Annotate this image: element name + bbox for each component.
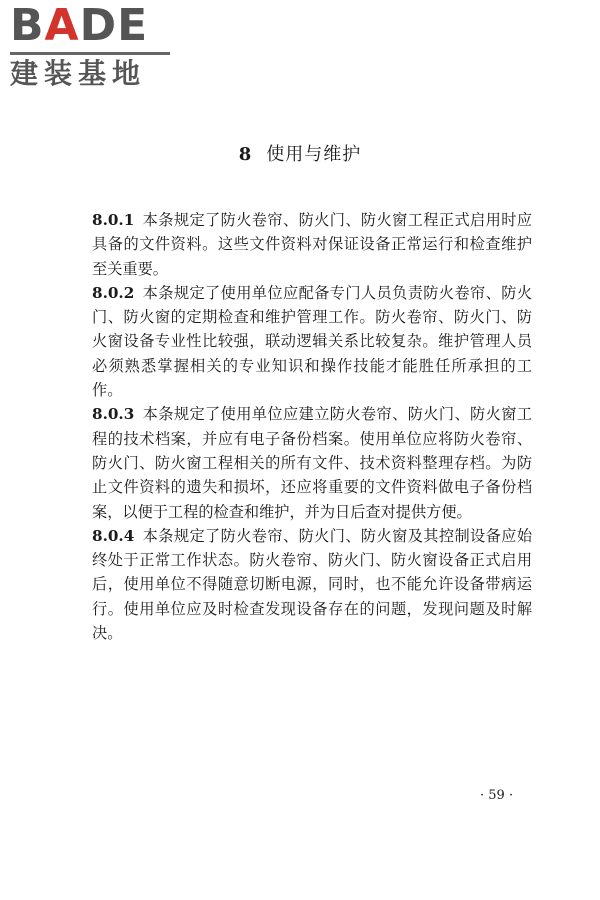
clause-text: 本条规定了使用单位应配备专门人员负责防火卷帘、防火门、防火窗的定期检查和维护管理工作。防火卷帘、防火门、防火窗设备专业性比较强，联动逻辑关系比较复杂。维护管理人员必须熟悉掌握相关的专业知识和操作技能才能胜任所承担的工作。 xyxy=(92,283,532,400)
logo-chinese-name: 建装基地 xyxy=(10,57,147,90)
clause-number: 8.0.4 xyxy=(92,526,135,545)
logo-letter-b: B xyxy=(10,0,45,51)
chapter-title xyxy=(0,140,600,166)
clause-text: 本条规定了防火卷帘、防火门、防火窗工程正式启用时应具备的文件资料。这些文件资料对保证设备正常运行和检查维护至关重要。 xyxy=(92,211,532,278)
logo-letters-de: DE xyxy=(79,0,149,51)
logo-letter-a-accent: A xyxy=(44,0,80,51)
chapter-title-text: 使用与维护 xyxy=(266,144,362,165)
clause-number: 8.0.1 xyxy=(92,211,135,229)
bade-logo xyxy=(10,0,172,90)
clause-8-0-3 xyxy=(92,402,532,523)
clause-text: 本条规定了防火卷帘、防火门、防火窗及其控制设备应始终处于正常工作状态。防火卷帘、防火门、防火窗设备正式启用后，使用单位不得随意切断电源，同时，也不能允许设备带病运行。使用单位应及时检查发现设备存在的问题，发现问题及时解决。 xyxy=(92,526,532,643)
page-number: · 59 · xyxy=(480,788,514,803)
clause-8-0-2 xyxy=(92,281,532,402)
clause-number: 8.0.3 xyxy=(92,405,135,424)
clause-8-0-4 xyxy=(92,524,532,645)
logo-wordmark xyxy=(10,0,172,51)
clause-list xyxy=(92,208,532,645)
logo-divider xyxy=(10,52,170,55)
chapter-number: 8 xyxy=(238,144,253,165)
clause-number: 8.0.2 xyxy=(92,283,135,302)
clause-text: 本条规定了使用单位应建立防火卷帘、防火门、防火窗工程的技术档案，并应有电子备份档案。使用单位应将防火卷帘、防火门、防火窗工程相关的所有文件、技术资料整理存档。为防止文件资料的遗失和损坏，还应将重要的文件资料做电子备份档案，以便于工程的检查和维护，并为日后查对提供方便。 xyxy=(92,405,532,521)
clause-8-0-1 xyxy=(92,208,532,281)
